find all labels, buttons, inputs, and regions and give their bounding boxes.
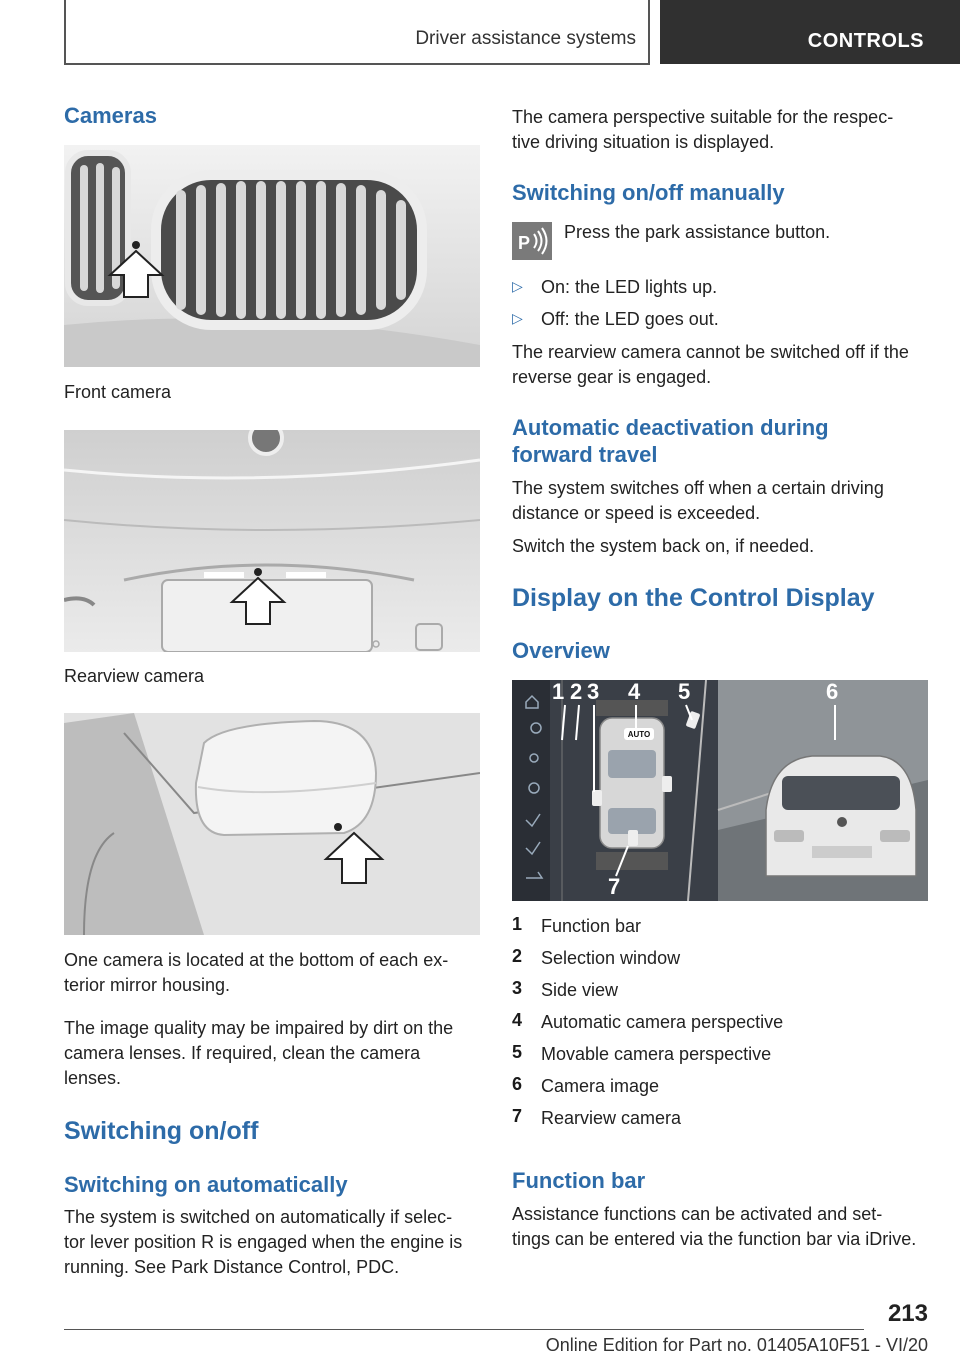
chapter-label: CONTROLS — [807, 30, 924, 52]
chapter-tab[interactable] — [660, 0, 960, 64]
legend-list — [512, 914, 928, 1138]
switch-back-text: Switch the system back on, if needed. — [512, 536, 815, 556]
mirror-camera-image — [64, 713, 480, 935]
park-assist-button-icon — [512, 222, 552, 260]
header-rule-left — [64, 0, 66, 64]
legend-label: Rearview camera — [541, 1108, 682, 1128]
cameras-heading: Cameras — [64, 103, 157, 128]
mirror-camera-text: One camera is located at the bottom of each ex- terior mirror housing. — [64, 950, 449, 995]
list-item — [512, 1106, 928, 1138]
list-item — [512, 914, 928, 946]
legend-number: 7 — [512, 1106, 523, 1126]
list-item — [512, 1010, 928, 1042]
function-bar-text: Assistance functions can be activated and set- tings can be entered via the function bar via iDrive. — [512, 1204, 917, 1249]
legend-number: 5 — [512, 1042, 523, 1062]
auto-badge-text: AUTO — [627, 730, 651, 739]
image-quality-text: The image quality may be impaired by dirt on the camera lenses. If required, clean the camera lenses. — [64, 1018, 454, 1088]
header-rule-divider — [648, 0, 650, 64]
switching-automatic-text: The system is switched on automatically if selec- tor lever position R is engaged when the engine is running. See Park Distance Control, PDC. — [64, 1207, 463, 1277]
legend-number: 3 — [512, 978, 523, 998]
legend-label: Automatic camera perspective — [541, 1012, 784, 1032]
press-button-text: Press the park assistance button. — [564, 222, 831, 242]
list-item — [512, 1074, 928, 1106]
bullet-text: On: the LED lights up. — [541, 277, 718, 297]
page-number: 213 — [887, 1300, 928, 1327]
legend-label: Selection window — [541, 948, 681, 968]
legend-number: 6 — [512, 1074, 523, 1094]
switching-manually-heading: Switching on/off manually — [512, 180, 785, 205]
rearview-note-text: The rearview camera cannot be switched off if the reverse gear is engaged. — [512, 342, 909, 387]
callout-2: 2 — [570, 680, 583, 704]
callout-5: 5 — [678, 680, 691, 704]
automatic-deactivation-text: The system switches off when a certain driving distance or speed is exceeded. — [512, 478, 884, 523]
list-item — [512, 275, 928, 307]
bullet-list — [512, 275, 928, 339]
callout-7: 7 — [608, 874, 621, 899]
footer-rule — [64, 1329, 864, 1330]
bullet-triangle-icon: ▷ — [512, 278, 523, 294]
control-display-image — [512, 680, 928, 901]
function-bar-heading: Function bar — [512, 1168, 646, 1193]
overview-heading: Overview — [512, 638, 610, 663]
legend-label: Side view — [541, 980, 619, 1000]
legend-label: Movable camera perspective — [541, 1044, 772, 1064]
front-camera-image — [64, 145, 480, 367]
callout-1: 1 — [552, 680, 565, 704]
callout-3: 3 — [587, 680, 600, 704]
edition-text: Online Edition for Part no. 01405A10F51 - VI/20 — [545, 1335, 928, 1355]
callout-4: 4 — [628, 680, 641, 704]
bullet-triangle-icon: ▷ — [512, 310, 523, 326]
display-heading: Display on the Control Display — [512, 584, 875, 612]
front-camera-caption: Front camera — [64, 382, 172, 402]
legend-label: Function bar — [541, 916, 642, 936]
switching-automatic-heading: Switching on automatically — [64, 1172, 348, 1197]
rearview-camera-image — [64, 430, 480, 652]
section-title: Driver assistance systems — [415, 28, 636, 49]
list-item — [512, 307, 928, 339]
list-item — [512, 946, 928, 978]
bullet-text: Off: the LED goes out. — [541, 309, 719, 329]
list-item — [512, 978, 928, 1010]
switching-heading: Switching on/off — [64, 1117, 259, 1145]
automatic-deactivation-heading: Automatic deactivation during forward travel — [512, 415, 829, 467]
rearview-camera-caption: Rearview camera — [64, 666, 205, 686]
legend-number: 4 — [512, 1010, 523, 1030]
legend-number: 2 — [512, 946, 523, 966]
legend-label: Camera image — [541, 1076, 660, 1096]
list-item — [512, 1042, 928, 1074]
callout-6: 6 — [826, 680, 839, 704]
svg-text:P: P — [518, 233, 531, 253]
header-rule-bottom — [64, 63, 650, 65]
camera-perspective-text: The camera perspective suitable for the respec- tive driving situation is displayed. — [512, 107, 894, 152]
legend-number: 1 — [512, 914, 523, 934]
